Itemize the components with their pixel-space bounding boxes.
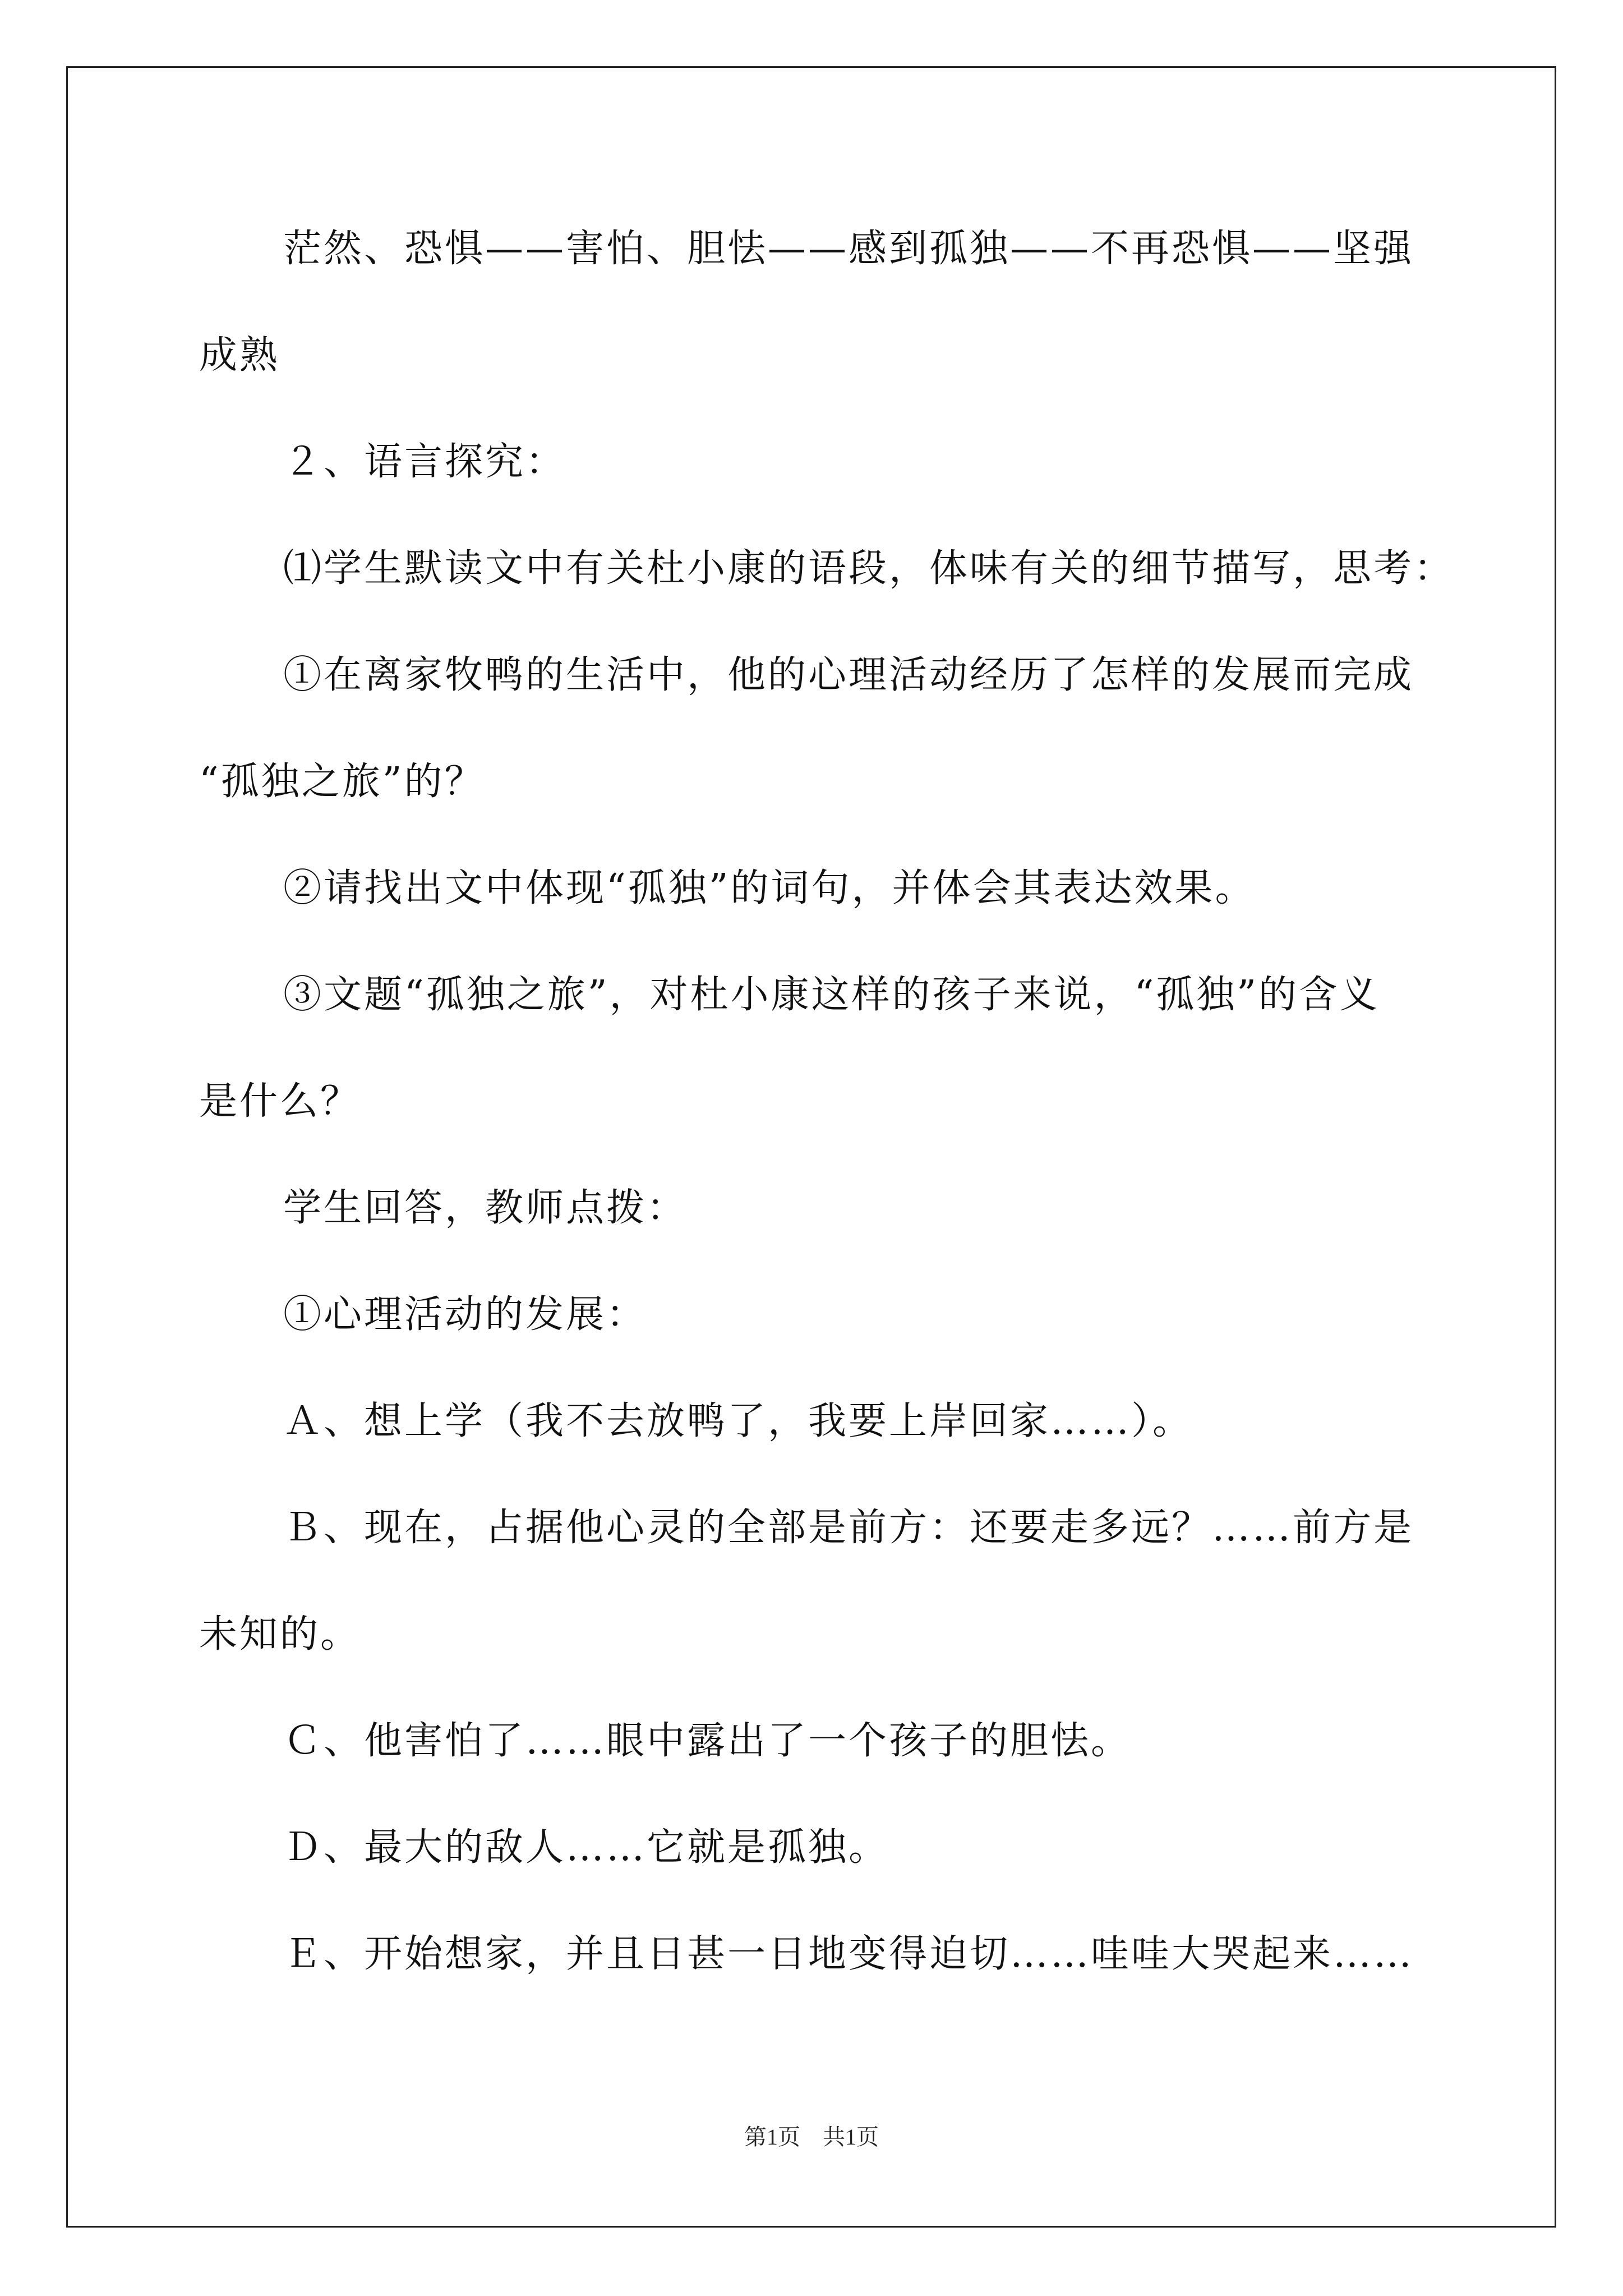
text-line: Ｅ、开始想家，并且日甚一日地变得迫切……哇哇大哭起来…… (283, 1932, 1414, 1976)
text-line: ①在离家牧鸭的生活中，他的心理活动经历了怎样的发展而完成 (283, 653, 1414, 697)
text-line: “孤独之旅”的？ (199, 760, 485, 804)
page-number-footer: 第1页 共1页 (744, 2124, 879, 2150)
text-line: ⑴学生默读文中有关杜小康的语段，体味有关的细节描写，思考： (283, 546, 1455, 591)
text-line: ②请找出文中体现“孤独”的词句，并体会其表达效果。 (283, 866, 1256, 910)
text-line: Ａ、想上学（我不去放鸭了，我要上岸回家……）。 (283, 1399, 1193, 1443)
text-line: 是什么？ (199, 1079, 361, 1124)
text-line: Ｄ、最大的敌人……它就是孤独。 (283, 1825, 889, 1870)
text-line: Ｂ、现在，占据他心灵的全部是前方：还要走多远？……前方是 (283, 1506, 1414, 1550)
text-line: ２、语言探究： (283, 440, 566, 484)
text-line: 未知的。 (199, 1612, 361, 1657)
page-border (66, 66, 1556, 2228)
text-line: Ｃ、他害怕了……眼中露出了一个孩子的胆怯。 (283, 1719, 1132, 1763)
text-line: 成熟 (199, 333, 280, 378)
text-line: 茫然、恐惧——害怕、胆怯——感到孤独——不再恐惧——坚强 (283, 227, 1414, 271)
text-line: ③文题“孤独之旅”，对杜小康这样的孩子来说，“孤独”的含义 (283, 973, 1380, 1017)
text-line: 学生回答，教师点拨： (283, 1186, 688, 1230)
text-line: ①心理活动的发展： (283, 1292, 647, 1337)
